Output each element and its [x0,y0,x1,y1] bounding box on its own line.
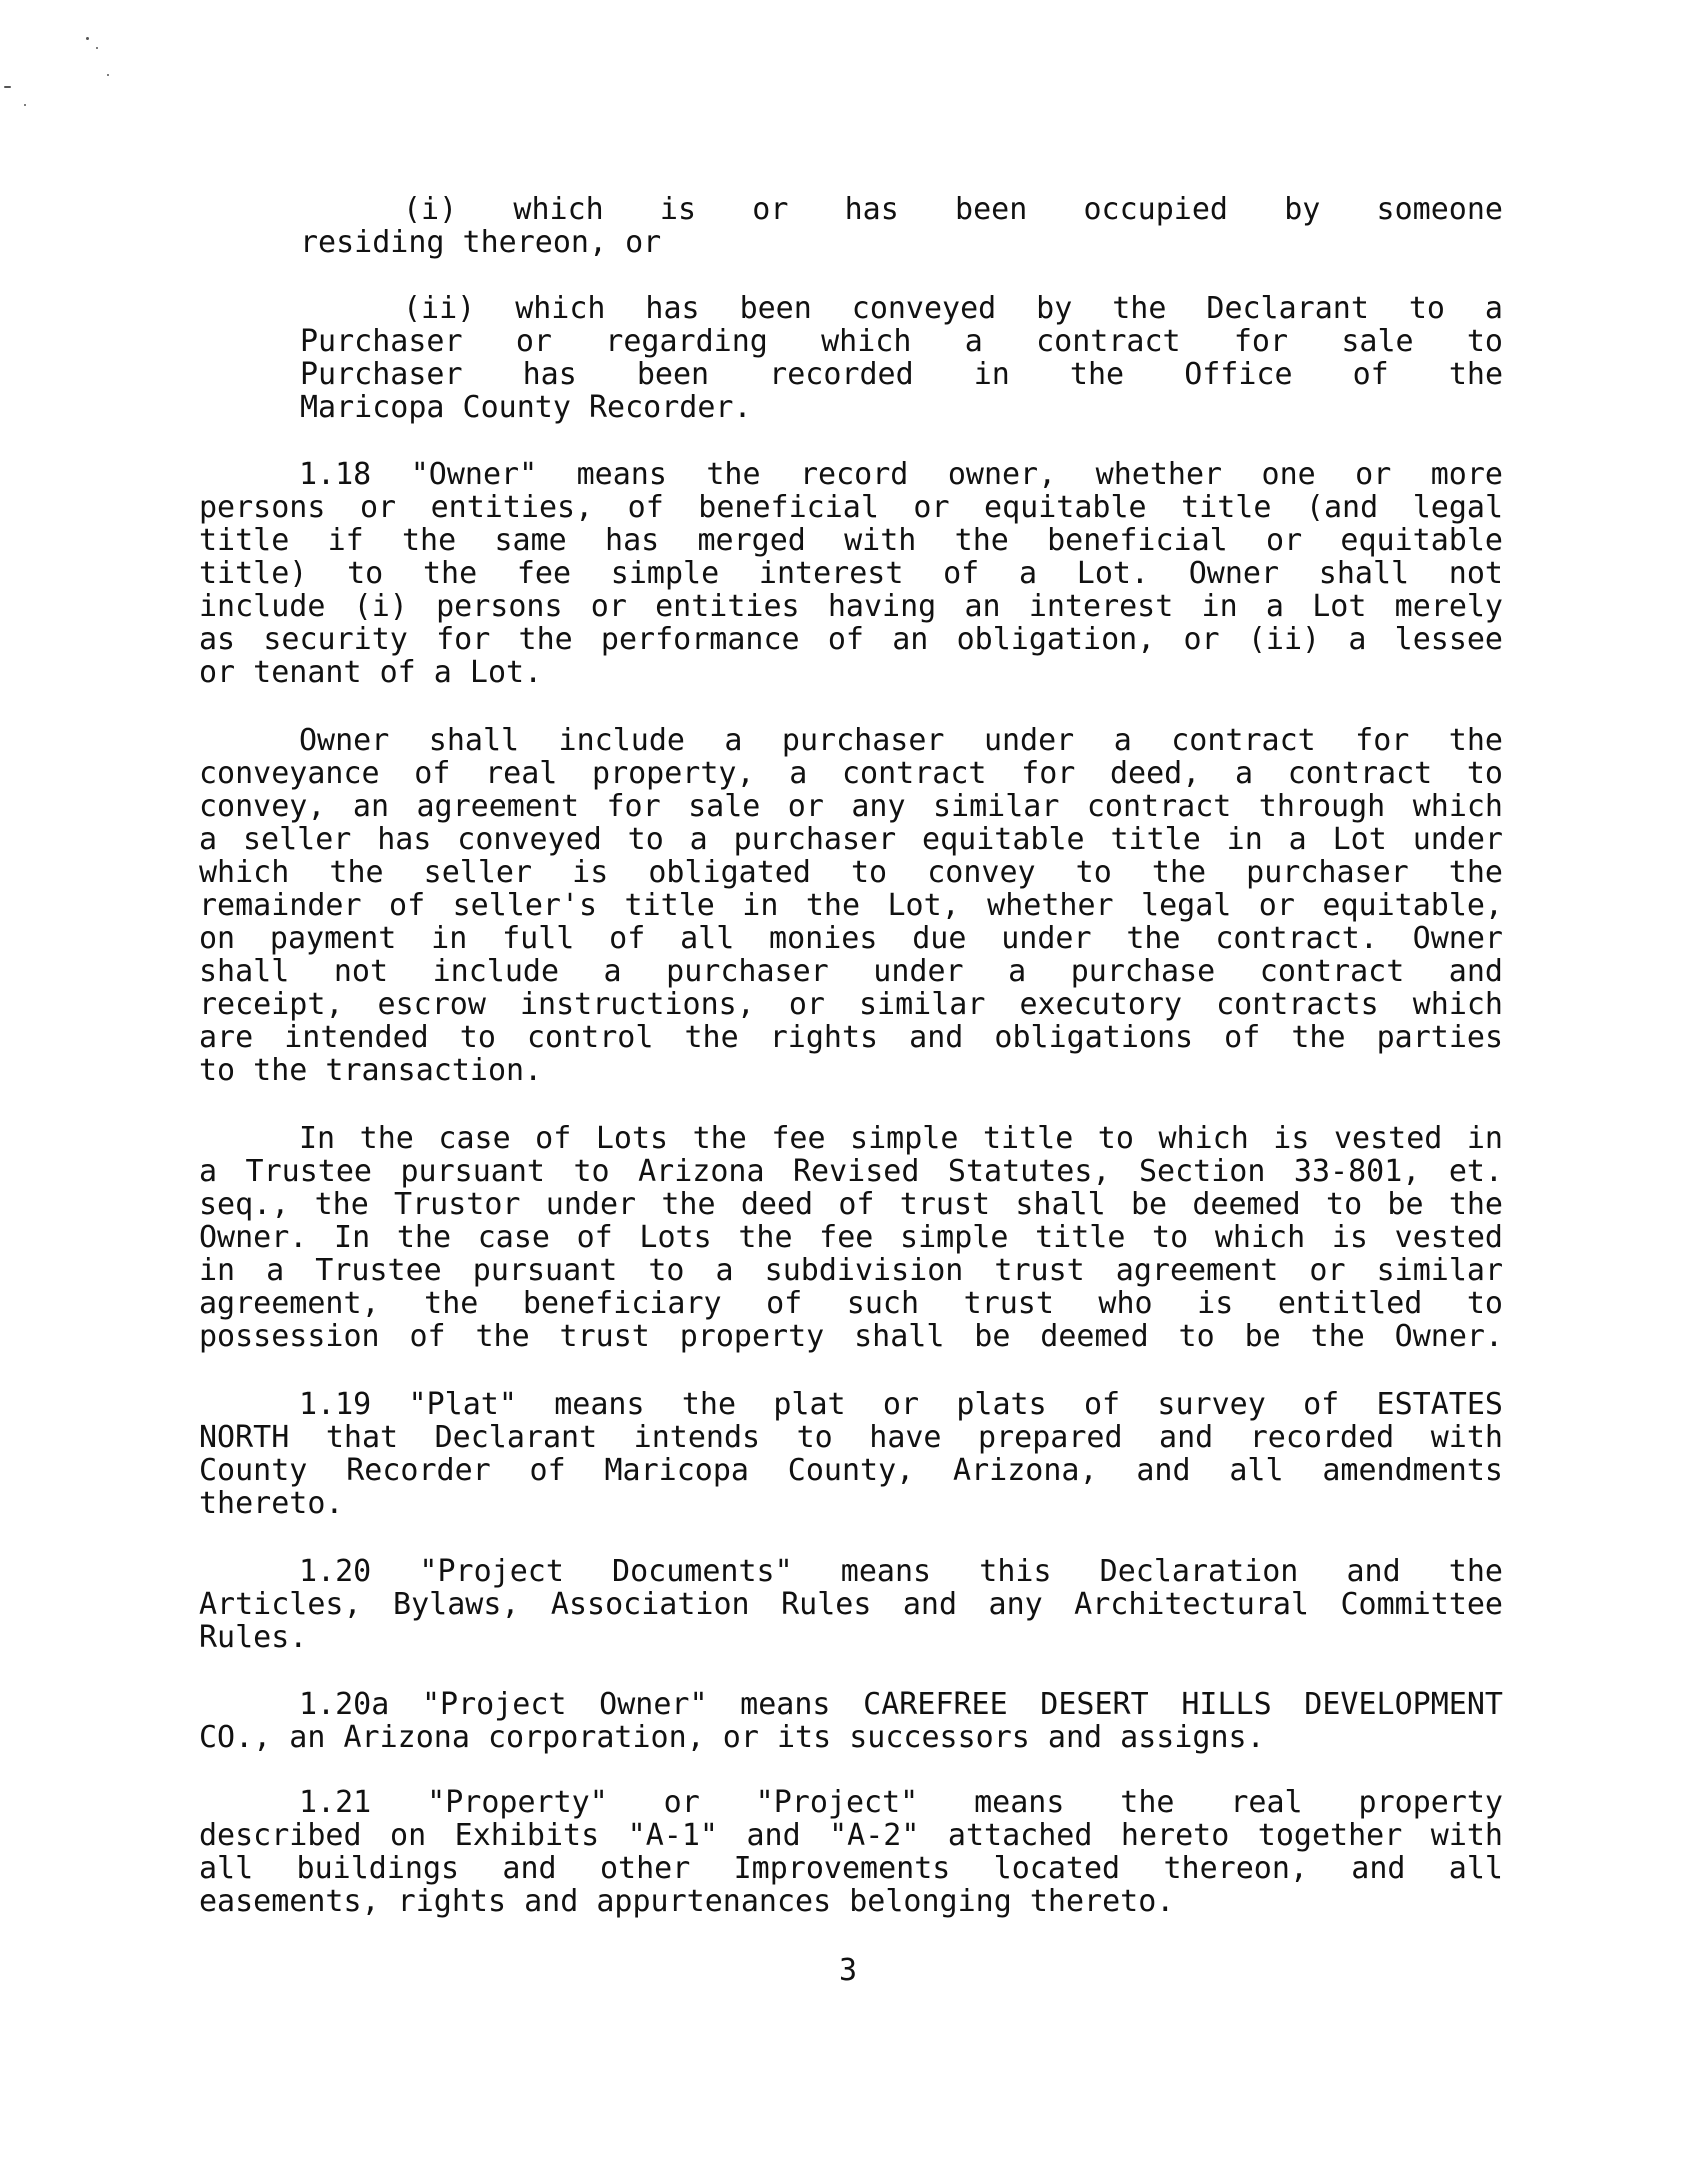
clause-ii [300,292,1503,424]
text-line: easements, rights and appurtenances belonging thereto. [199,1884,1175,1919]
scan-speck [4,86,11,88]
text-line: 1.18 "Owner" means the record owner, whether one or more [299,457,1503,492]
text-line: (i) which is or has been occupied by someone [403,192,1503,227]
section-1-20 [199,1555,1503,1654]
text-line: described on Exhibits "A-1" and "A-2" attached hereto together with [199,1818,1503,1853]
text-line: in a Trustee pursuant to a subdivision trust agreement or similar [199,1253,1503,1288]
text-line: convey, an agreement for sale or any similar contract through which [199,789,1503,824]
text-line: a Trustee pursuant to Arizona Revised Statutes, Section 33-801, et. [199,1154,1503,1189]
section-1-18 [199,458,1503,689]
text-line: 1.21 "Property" or "Project" means the real property [299,1785,1503,1820]
scan-speck [107,74,109,76]
text-line: agreement, the beneficiary of such trust who is entitled to [199,1286,1503,1321]
text-line: In the case of Lots the fee simple title to which is vested in [299,1121,1503,1156]
text-line: on payment in full of all monies due under the contract. Owner [199,921,1503,956]
section-1-19 [199,1388,1503,1520]
scan-speck [24,104,26,106]
text-line: County Recorder of Maricopa County, Arizona, and all amendments [199,1453,1503,1488]
text-line: to the transaction. [199,1053,543,1088]
text-line: Articles, Bylaws, Association Rules and any Architectural Committee [199,1587,1503,1622]
text-line: 1.19 "Plat" means the plat or plats of survey of ESTATES [299,1387,1503,1422]
scan-speck [86,37,89,40]
text-line: persons or entities, of beneficial or equitable title (and legal [199,490,1503,525]
text-line: 1.20 "Project Documents" means this Declaration and the [299,1554,1503,1589]
text-line: title) to the fee simple interest of a Lot. Owner shall not [199,556,1503,591]
text-line: a seller has conveyed to a purchaser equitable title in a Lot under [199,822,1503,857]
text-line: receipt, escrow instructions, or similar executory contracts which [199,987,1503,1022]
text-line: include (i) persons or entities having an interest in a Lot merely [199,589,1503,624]
text-line: seq., the Trustor under the deed of trust shall be deemed to be the [199,1187,1503,1222]
text-line: 1.20a "Project Owner" means CAREFREE DESERT HILLS DEVELOPMENT [299,1687,1503,1722]
section-1-21 [199,1786,1503,1918]
text-line: which the seller is obligated to convey to the purchaser the [199,855,1503,890]
text-line: Rules. [199,1620,308,1655]
owner-purchaser-paragraph [199,724,1503,1087]
scan-speck [96,47,98,49]
text-line: shall not include a purchaser under a purchase contract and [199,954,1503,989]
text-line: Purchaser or regarding which a contract for sale to [300,324,1503,359]
section-1-20a [199,1688,1503,1754]
text-line: thereto. [199,1486,344,1521]
text-line: Maricopa County Recorder. [300,390,752,425]
text-line: or tenant of a Lot. [199,655,543,690]
text-line: residing thereon, or [300,225,662,260]
text-line: Owner shall include a purchaser under a contract for the [299,723,1503,758]
page-number: 3 [838,1953,858,1988]
text-line: CO., an Arizona corporation, or its successors and assigns. [199,1720,1265,1755]
text-line: as security for the performance of an obligation, or (ii) a lessee [199,622,1503,657]
text-line: are intended to control the rights and obligations of the parties [199,1020,1503,1055]
text-line: conveyance of real property, a contract for deed, a contract to [199,756,1503,791]
text-line: Owner. In the case of Lots the fee simple title to which is vested [199,1220,1503,1255]
text-line: NORTH that Declarant intends to have prepared and recorded with [199,1420,1503,1455]
text-line: title if the same has merged with the beneficial or equitable [199,523,1503,558]
text-line: remainder of seller's title in the Lot, whether legal or equitable, [199,888,1503,923]
trustee-paragraph [199,1122,1503,1353]
text-line: (ii) which has been conveyed by the Declarant to a [403,291,1503,326]
text-line: Purchaser has been recorded in the Office of the [300,357,1503,392]
text-line: all buildings and other Improvements located thereon, and all [199,1851,1503,1886]
text-line: possession of the trust property shall be deemed to be the Owner. [199,1319,1503,1354]
clause-i [300,193,1503,259]
